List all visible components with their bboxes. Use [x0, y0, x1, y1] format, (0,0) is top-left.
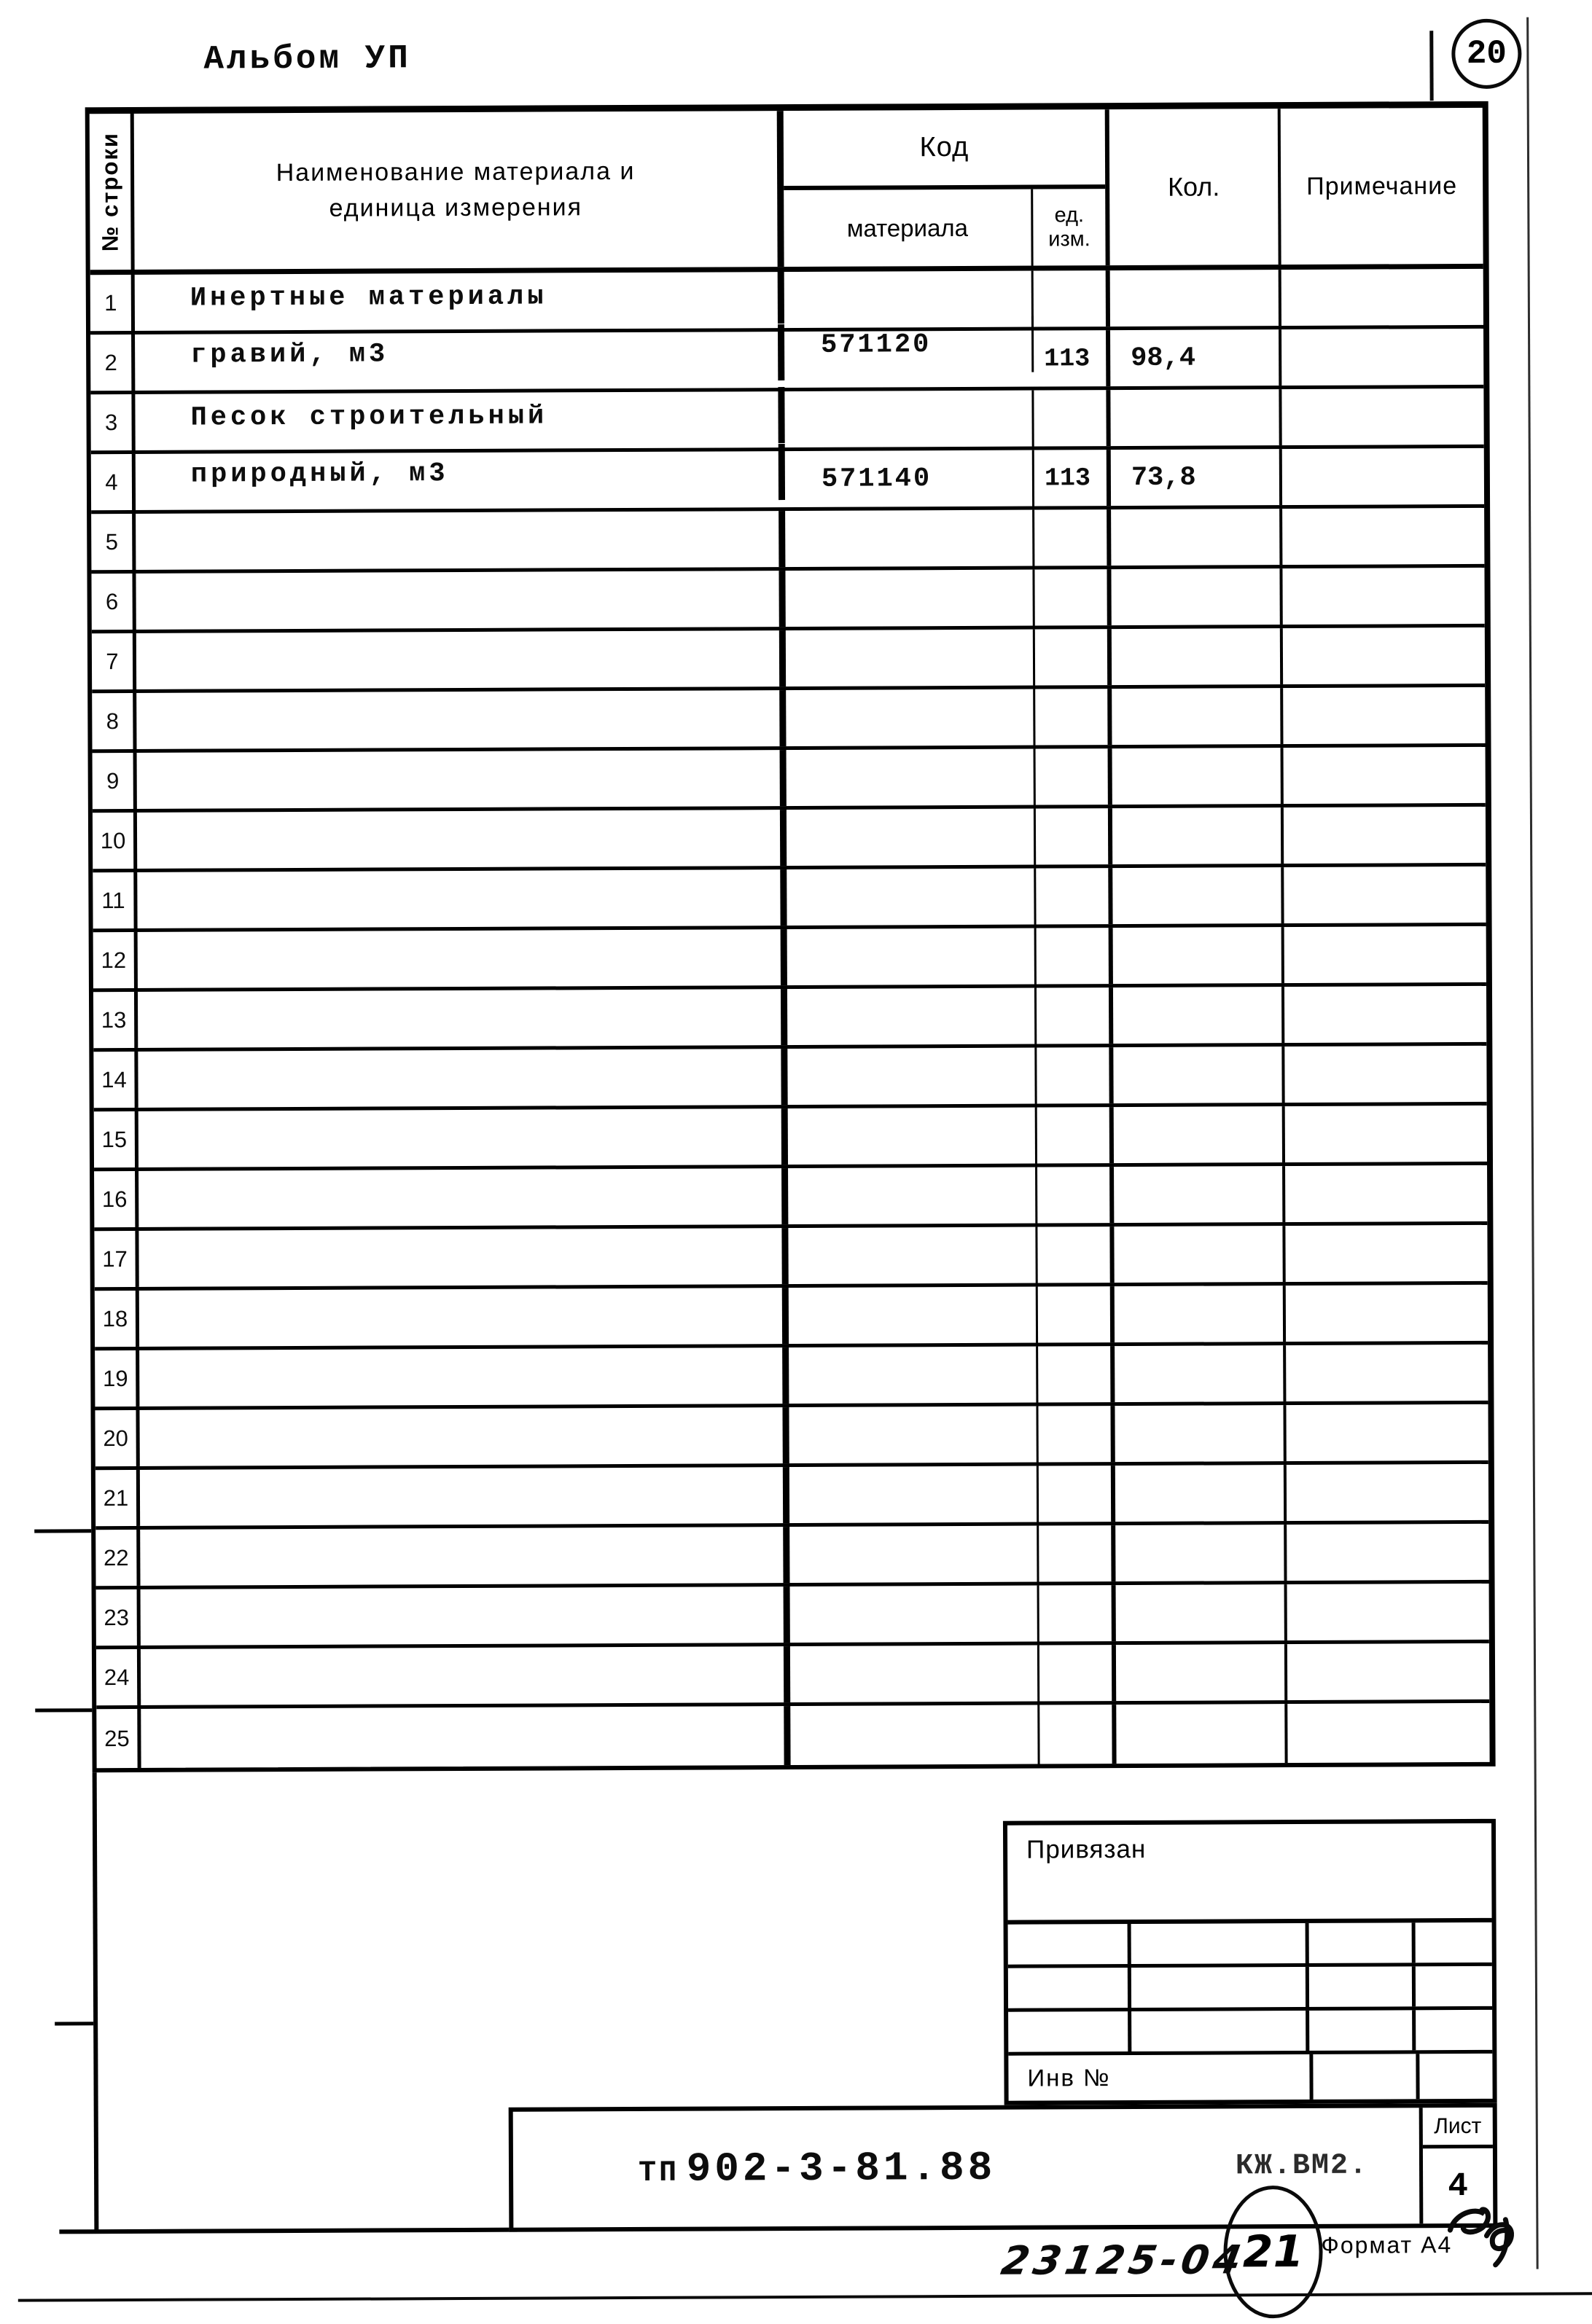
quantity-value: 98,4 [1110, 329, 1281, 386]
material-code [788, 1108, 1037, 1165]
binding-grid-row [1008, 1922, 1492, 1968]
material-code: 571120 [784, 316, 1034, 373]
note-value [1287, 1464, 1488, 1521]
row-number: 20 [95, 1410, 139, 1466]
unit-code [1037, 1167, 1114, 1223]
batch-number-badge [1223, 2186, 1323, 2319]
row-number: 13 [93, 992, 138, 1048]
name-header-line2: единица измерения [329, 193, 583, 222]
header-code: Код [784, 109, 1105, 190]
quantity-value [1112, 807, 1284, 864]
unit-code: 113 [1034, 330, 1110, 386]
row-number: 2 [90, 334, 135, 391]
grid-cell [1008, 2011, 1131, 2052]
document-code: КЖ.ВМ2. [1235, 2149, 1369, 2183]
quantity-value [1115, 1525, 1287, 1581]
table-row [96, 1584, 1489, 1649]
note-value [1285, 1106, 1487, 1162]
table-row [96, 1703, 1489, 1769]
grid-cell [1309, 1966, 1416, 2007]
row-number: 12 [93, 932, 138, 988]
table-row [95, 1524, 1488, 1589]
unit-code [1035, 629, 1112, 685]
header-material-code: материала [784, 189, 1033, 267]
unit-code [1034, 509, 1111, 566]
material-code [790, 1705, 1039, 1766]
row-number: 6 [91, 574, 136, 630]
project-stamp-block [509, 2103, 1498, 2232]
quantity-value [1116, 1584, 1287, 1641]
header-code-group [784, 109, 1110, 267]
grid-cell [1008, 1924, 1131, 1965]
material-code [789, 1347, 1038, 1404]
note-value [1282, 508, 1484, 565]
material-code [788, 1227, 1037, 1284]
note-value [1287, 1703, 1489, 1764]
album-label: Альбом УП [203, 39, 411, 79]
fold-tick-upper [34, 1529, 91, 1533]
table-body [90, 269, 1490, 1769]
binding-grid-row [1008, 1966, 1492, 2012]
material-name [136, 511, 785, 570]
grid-cell [1313, 2054, 1419, 2100]
note-value [1284, 986, 1486, 1043]
unit-code [1036, 808, 1112, 864]
material-name [139, 1288, 789, 1347]
note-value [1287, 1524, 1488, 1581]
project-code [639, 2144, 996, 2192]
quantity-value [1112, 748, 1284, 805]
bound-label: Привязан [1007, 1823, 1492, 1925]
quantity-value [1113, 927, 1284, 984]
row-number: 10 [93, 813, 137, 869]
table-row [95, 1404, 1488, 1470]
row-number: 25 [96, 1709, 141, 1769]
note-value [1284, 926, 1486, 983]
material-name [141, 1706, 790, 1769]
grid-cell [1416, 1922, 1492, 1963]
table-row [90, 388, 1483, 454]
note-value [1287, 1584, 1489, 1640]
material-code [787, 809, 1036, 866]
row-number: 9 [93, 753, 137, 809]
batch-number: 21 [1242, 2226, 1304, 2278]
quantity-value [1114, 1166, 1285, 1223]
quantity-value [1112, 688, 1283, 745]
unit-code [1037, 1226, 1114, 1283]
table-row [91, 448, 1484, 514]
quantity-value [1113, 1046, 1284, 1103]
page-number: 20 [1466, 34, 1507, 73]
quantity-value [1115, 1465, 1287, 1522]
material-name [138, 929, 787, 988]
unit-code [1034, 390, 1110, 446]
header-material-name-col [134, 111, 784, 270]
row-number: 16 [94, 1171, 138, 1227]
quantity-value [1114, 1106, 1285, 1163]
row-number: 1 [90, 275, 135, 331]
material-code [787, 988, 1037, 1045]
quantity-value [1116, 1644, 1287, 1701]
material-name [141, 1586, 790, 1646]
row-number: 22 [95, 1530, 140, 1586]
table-row [94, 1225, 1487, 1291]
row-number: 8 [92, 693, 136, 749]
unit-code [1034, 270, 1110, 326]
note-value [1282, 448, 1484, 505]
row-number: 18 [95, 1291, 139, 1347]
header-quantity: Кол. [1109, 109, 1281, 265]
material-name [138, 1108, 788, 1167]
row-number: 5 [91, 514, 136, 570]
unit-code [1037, 1047, 1113, 1103]
table-row [90, 329, 1483, 394]
material-code [787, 1048, 1037, 1105]
note-value [1283, 627, 1485, 684]
material-code [788, 1167, 1037, 1224]
unit-code [1035, 689, 1112, 745]
material-code [787, 869, 1036, 926]
material-name [140, 1527, 789, 1586]
unit-code [1038, 1346, 1115, 1402]
note-value [1284, 866, 1486, 923]
unit-header-line1: ед. [1054, 203, 1085, 227]
material-name [139, 1407, 789, 1466]
row-number: 17 [94, 1231, 138, 1287]
header-row-number-col [90, 114, 135, 270]
row-number: 7 [92, 633, 136, 689]
table-row [95, 1464, 1488, 1530]
material-code [785, 570, 1034, 627]
quantity-value: 73,8 [1111, 449, 1282, 506]
material-code [789, 1406, 1038, 1463]
note-value [1281, 269, 1483, 326]
grid-cell [1309, 1922, 1416, 1963]
note-value [1286, 1285, 1488, 1342]
material-name [138, 989, 787, 1048]
material-name [137, 869, 787, 928]
unit-code [1038, 1286, 1115, 1342]
table-row [95, 1285, 1488, 1350]
binding-grid-row [1008, 2010, 1492, 2056]
quantity-value [1115, 1345, 1286, 1402]
scan-edge-right [1526, 17, 1538, 2269]
table-row [91, 508, 1484, 574]
name-header-line1: Наименование материала и [276, 157, 636, 187]
unit-code [1037, 987, 1113, 1044]
unit-header-line2: изм. [1048, 227, 1090, 251]
material-name [138, 1049, 787, 1108]
material-code [789, 1287, 1038, 1344]
unit-code: 113 [1034, 450, 1111, 506]
note-value [1281, 388, 1483, 445]
material-name: гравий, м3 [135, 324, 784, 383]
material-code [790, 1586, 1039, 1643]
project-code-prefix: ТП [638, 2156, 680, 2190]
grid-cell [1416, 1966, 1492, 2006]
table-row [93, 807, 1486, 872]
material-name [137, 750, 787, 809]
bottom-frame-line [59, 2228, 517, 2234]
quantity-value [1115, 1405, 1286, 1462]
table-row [93, 926, 1486, 992]
note-value [1284, 807, 1486, 864]
quantity-value [1112, 628, 1283, 685]
quantity-value [1110, 389, 1281, 446]
material-name [138, 1168, 788, 1227]
row-number: 21 [95, 1470, 140, 1526]
note-value [1286, 1345, 1488, 1401]
material-code [787, 928, 1037, 985]
table-header [90, 108, 1483, 275]
material-name: Песок строительный [135, 387, 784, 446]
binding-block [1003, 1819, 1497, 2105]
handwritten-stamp-number: 23125-04 [998, 2237, 1249, 2284]
material-code [789, 1526, 1039, 1583]
unit-code [1037, 1107, 1114, 1163]
row-number: 23 [96, 1589, 141, 1646]
note-value [1285, 1225, 1487, 1282]
table-row [95, 1345, 1488, 1410]
unit-code [1039, 1466, 1115, 1522]
table-row [93, 747, 1486, 813]
format-label: Формат А4 [1321, 2231, 1453, 2258]
note-value [1281, 329, 1483, 386]
unit-code [1039, 1705, 1116, 1764]
table-row [93, 866, 1486, 932]
quantity-value [1110, 270, 1281, 326]
fold-tick-middle [35, 1708, 92, 1712]
row-number: 19 [95, 1350, 139, 1406]
grid-cell [1131, 1967, 1309, 2008]
unit-code [1036, 868, 1112, 924]
quantity-value [1111, 509, 1282, 566]
material-code [790, 1646, 1039, 1702]
table-row [96, 1643, 1489, 1709]
table-row [92, 627, 1485, 693]
quantity-value [1112, 867, 1284, 924]
quantity-value [1114, 1226, 1285, 1283]
row-number: 14 [93, 1052, 138, 1108]
inventory-label: Инв № [1008, 2054, 1313, 2101]
fold-tick-lower [55, 2022, 93, 2025]
unit-code [1034, 569, 1111, 625]
row-number: 24 [96, 1649, 141, 1705]
grid-cell [1309, 2010, 1416, 2051]
signature-scribble [1444, 2199, 1539, 2273]
row-number-col-label: № строки [96, 131, 123, 252]
unit-code [1036, 748, 1112, 805]
note-value [1282, 568, 1484, 625]
material-code: 571140 [785, 450, 1034, 507]
table-row [94, 1165, 1487, 1231]
header-code-split [784, 189, 1105, 267]
row-number: 15 [94, 1111, 138, 1167]
material-name [139, 1347, 789, 1406]
inventory-row [1008, 2054, 1492, 2101]
grid-cell [1131, 2011, 1309, 2051]
table-row [93, 1046, 1486, 1111]
header-note: Примечание [1306, 171, 1458, 200]
note-value [1284, 747, 1486, 804]
table-row [94, 1106, 1487, 1171]
material-name [140, 1467, 789, 1526]
page-number-badge [1451, 19, 1521, 89]
material-code [784, 391, 1034, 447]
material-name [138, 1228, 788, 1287]
unit-code [1039, 1585, 1116, 1641]
material-name: Инертные материалы [135, 267, 784, 326]
quantity-value [1116, 1704, 1287, 1764]
sheet-label: Лист [1423, 2108, 1493, 2148]
row-number: 4 [91, 454, 136, 510]
note-value [1285, 1165, 1487, 1222]
material-code [785, 510, 1034, 567]
grid-cell [1131, 1923, 1309, 1964]
material-name [137, 810, 787, 869]
material-name [136, 690, 786, 749]
table-row [92, 687, 1485, 753]
note-value [1284, 1046, 1486, 1103]
grid-cell [1008, 1968, 1131, 2008]
header-unit-code [1033, 189, 1105, 265]
quantity-value [1115, 1286, 1286, 1342]
material-code [789, 1466, 1039, 1523]
note-value [1286, 1404, 1488, 1461]
material-code [787, 749, 1036, 806]
sheet-number: 4 [1448, 2167, 1469, 2205]
material-code [786, 689, 1035, 746]
table-row [91, 568, 1484, 633]
table-row [93, 986, 1486, 1052]
material-code [786, 630, 1035, 686]
material-name: природный, м3 [136, 444, 785, 503]
material-name [136, 571, 785, 630]
left-frame-line [93, 1772, 99, 2233]
scan-edge-bottom [18, 2292, 1592, 2301]
project-code-number: 902-3-81.88 [686, 2144, 996, 2193]
material-name [141, 1646, 790, 1705]
grid-cell [1419, 2054, 1492, 2099]
row-number: 3 [90, 394, 135, 450]
quantity-value [1113, 987, 1284, 1044]
unit-code [1037, 928, 1113, 984]
materials-table [85, 101, 1496, 1772]
row-number: 11 [93, 872, 137, 928]
note-value [1283, 687, 1485, 744]
unit-code [1039, 1645, 1116, 1701]
top-tick-mark [1429, 31, 1433, 101]
unit-code [1039, 1525, 1115, 1581]
material-name [136, 630, 786, 689]
grid-cell [1416, 2010, 1492, 2050]
note-value [1287, 1643, 1489, 1700]
quantity-value [1111, 568, 1282, 625]
unit-code [1038, 1406, 1115, 1462]
